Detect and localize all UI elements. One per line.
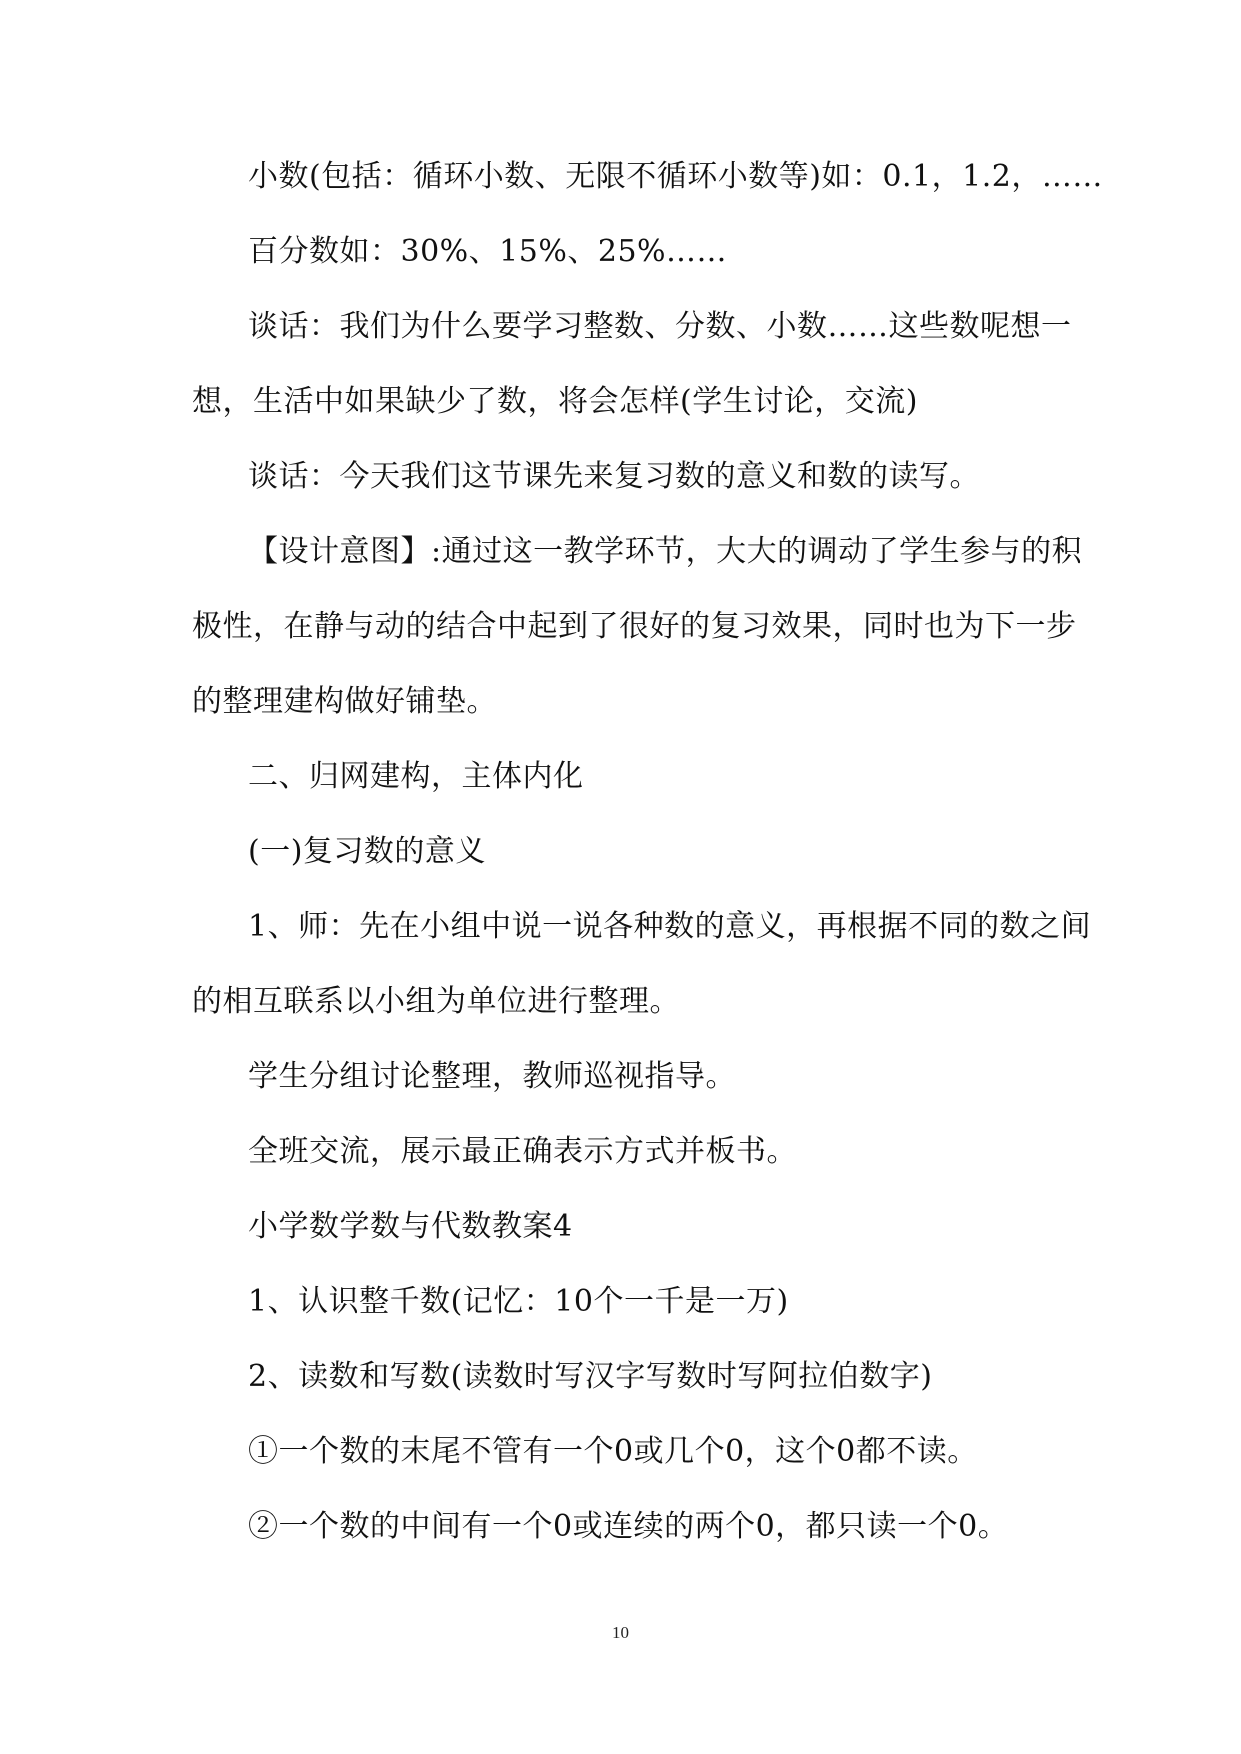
document-subtitle: 小学数学数与代数教案4 — [248, 1209, 573, 1244]
subsection-heading: (一)复习数的意义 — [248, 834, 486, 869]
paragraph-line: 百分数如：30%、15%、25%…… — [248, 234, 728, 269]
paragraph-line: 全班交流，展示最正确表示方式并板书。 — [248, 1134, 797, 1169]
paragraph-line: 学生分组讨论整理，教师巡视指导。 — [248, 1059, 736, 1094]
paragraph-line: 1、师：先在小组中说一说各种数的意义，再根据不同的数之间 — [248, 909, 1092, 944]
paragraph-line: 1、认识整千数(记忆：10个一千是一万) — [248, 1284, 789, 1319]
paragraph-line: 谈话：我们为什么要学习整数、分数、小数……这些数呢想一 — [248, 309, 1072, 344]
paragraph-line: 想，生活中如果缺少了数，将会怎样(学生讨论，交流) — [192, 384, 918, 419]
paragraph-line: 谈话：今天我们这节课先来复习数的意义和数的读写。 — [248, 459, 980, 494]
paragraph-line: 的整理建构做好铺垫。 — [192, 684, 497, 719]
paragraph-line: ①一个数的末尾不管有一个0或几个0，这个0都不读。 — [248, 1434, 978, 1469]
paragraph-line: ②一个数的中间有一个0或连续的两个0，都只读一个0。 — [248, 1509, 1009, 1544]
paragraph-line: 极性，在静与动的结合中起到了很好的复习效果，同时也为下一步 — [192, 609, 1077, 644]
paragraph-line: 小数(包括：循环小数、无限不循环小数等)如：0.1，1.2，…… — [248, 159, 1103, 194]
paragraph-line: 【设计意图】:通过这一教学环节，大大的调动了学生参与的积 — [248, 534, 1083, 569]
page-number: 10 — [612, 1623, 629, 1642]
section-heading: 二、归网建构，主体内化 — [248, 759, 584, 794]
paragraph-line: 2、读数和写数(读数时写汉字写数时写阿拉伯数字) — [248, 1359, 933, 1394]
paragraph-line: 的相互联系以小组为单位进行整理。 — [192, 984, 680, 1019]
